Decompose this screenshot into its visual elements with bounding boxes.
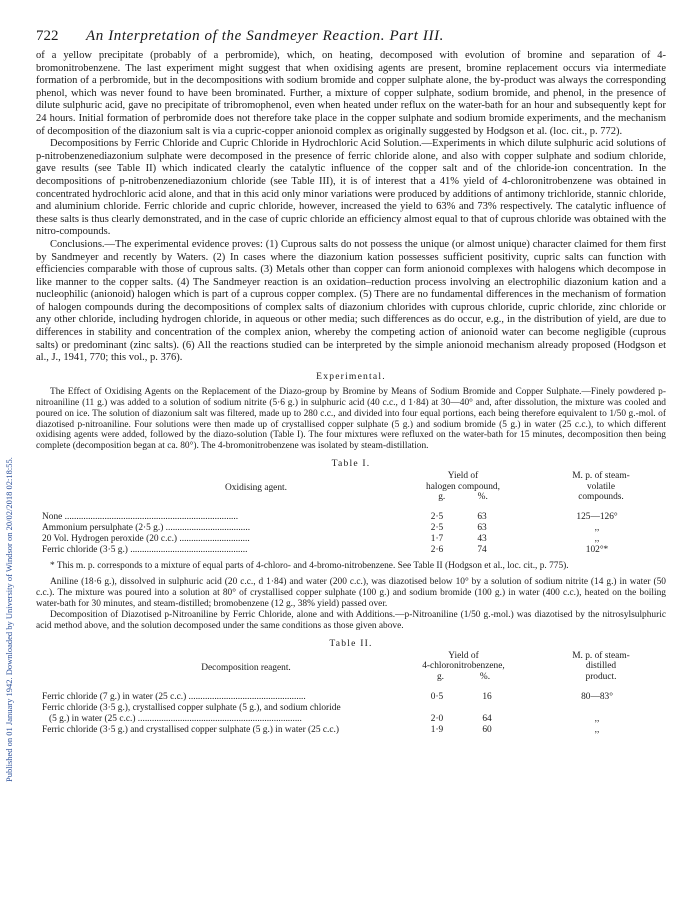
table-cell-reagent: Ferric chloride (3·5 g.), crystallised copper sulphate (5 g.), and sodium chloride [42, 702, 341, 713]
table-1-col-mp [546, 471, 656, 503]
unit-percent: %. [477, 492, 488, 503]
table-row [42, 512, 662, 523]
table-cell-g: 1·7 [430, 534, 444, 545]
table-2-col-reagent: Decomposition reagent. [201, 662, 291, 673]
body-paragraph-3: Conclusions.—The experimental evidence proves: (1) Cuprous salts do not possess the unique (or almost unique) character claimed for them first by Sandmeyer and recently by Waters. (2) In cases where the diazonium kation possesses sufficient positivity, cupric salts can function with efficiencies comparable with those of cuprous salts. (3) Metals other than copper can form anionoid complexes with halogens which decompose in like manner to the copper salts. (4) The Sandmeyer reaction is an oxidation–reduction process involving an electrophilic diazonium kation and a nucleophilic (anionoid) halogen which is part of a cuprous copper complex. (5) There are no fundamental differences in the mechanism of formation of halogen compounds during the decompositions of complex salts of diazonium chlorides with cuprous chloride, cupric chloride, zinc chloride or any other chloride, including hydrogen chloride, in aqueous or other media; such differences as do occur, e.g., in the distribution of yield, are due to differences in stability and concentration of the complex anion, whereby the competing action of anionoid water can become negligible (cuprous salts) or predominant (zinc salts). (6) All the reactions studied can be interpreted by the simple anionoid mechanism already proposed (Hodgson et al., J., 1941, 770; this vol., p. 376). [36, 238, 666, 364]
table-1-col-yield-units [408, 492, 518, 503]
section-heading-experimental: Experimental. [316, 370, 386, 382]
table-2-col-yield-units [401, 672, 526, 683]
table-1-col-mp-line: M. p. of steam- [572, 471, 630, 482]
table-row [42, 534, 662, 545]
table-1-footnote: * This m. p. corresponds to a mixture of equal parts of 4-chloro- and 4-bromo-nitrobenzene. See Table II (Hodgson et al., loc. cit., p. 775). [50, 561, 569, 572]
table-2-col-mp-line: M. p. of steam- [572, 650, 630, 661]
table-1-caption: Table I. [331, 458, 371, 470]
table-row [42, 714, 662, 725]
table-2-col-mp-line: product. [585, 671, 617, 682]
table-cell-mp: ,, [594, 523, 600, 534]
table-row [42, 692, 662, 703]
table-cell-pct: 64 [482, 713, 492, 724]
table-cell-reagent: (5 g.) in water (25 c.c.) ...................................................................... [42, 713, 302, 724]
running-title: An Interpretation of the Sandmeyer Reaction. Part III. [86, 28, 445, 44]
table-1-col-agent: Oxidising agent. [225, 483, 287, 494]
table-row [42, 725, 662, 736]
table-cell-reagent: Ferric chloride (7 g.) in water (25 c.c.) .................................................. [42, 691, 306, 702]
table-1 [36, 471, 666, 559]
table-cell-g: 2·5 [430, 523, 444, 534]
table-cell-reagent: Ferric chloride (3·5 g.) .................................................. [42, 545, 248, 556]
table-cell-pct: 43 [477, 534, 487, 545]
table-cell-g: 2·5 [430, 512, 444, 523]
page-number: 722 [36, 28, 59, 44]
table-cell-mp: ,, [594, 713, 600, 724]
body-paragraph-1: of a yellow precipitate (probably of a perbromide), which, on heating, decomposed with evolution of bromine and separation of 4-bromonitrobenzene. The last experiment might suggest that when oxidising agents are present, bromine replacement occurs via intermediate formation of a perbromide, but in the decompositions with sodium bromide and copper sulphate alone, the by-product was always the corresponding phenol, which was never found to have been brominated. Further, a mixture of copper sulphate, sodium bromide, and phenol, in the presence of dilute sulphuric acid, gave no precipitate of tribromophenol, even when heated under reflux on the water-bath for an hour and subsequently kept for 24 hours. Initial formation of perbromide does not therefore take place in the copper sulphate and sodium bromide experiments, and the mechanism of decomposition of the diazonium salt is via a cupric-copper anionoid complex as originally suggested by Hodgson et al. (loc. cit., p. 772). [36, 50, 666, 137]
table-2-col-yield-line: 4-chloronitrobenzene, [422, 661, 505, 672]
table-cell-pct: 16 [482, 691, 492, 702]
body-paragraph-2: Decompositions by Ferric Chloride and Cupric Chloride in Hydrochloric Acid Solution.—Experiments in which dilute sulphuric acid solutions of p-nitrobenzenediazonium sulphate were decomposed in the presence of ferric chloride alone, and also with copper sulphate and sodium chloride, gave results (see Table II) which indicated clearly the catalytic influence of the copper salt and of the chloride-ion concentration. In the decompositions of p-nitrobenzenediazonium chloride (see Table III), it is of interest that a 41% yield of 4-chloronitrobenzene was obtained in concentrated hydrochloric acid alone, and that in this acid only minor variations were produced by additions of antimony trichloride, stannic chloride, and aluminium chloride. Ferric chloride and cupric chloride, however, increased the yield to 63% and 73% respectively. The catalytic influence of these salts is thus clearly demonstrated, and in the case of cupric chloride an efficiency almost equal to that of cuprous chloride was obtained with the nitro-compounds. [36, 138, 666, 238]
table-row [42, 703, 662, 714]
table-cell-mp: 125—126° [576, 512, 618, 523]
table-2-col-mp [546, 651, 656, 683]
table-cell-g: 0·5 [430, 691, 444, 702]
table-row [42, 545, 662, 556]
experimental-paragraph-3: Decomposition of Diazotised p-Nitroaniline by Ferric Chloride, alone and with Additions.—p-Nitroaniline (1/50 g.-mol.) was diazotised by the nitrosylsulphuric acid method above, and the solution decomposed under the same conditions as those given above. [36, 609, 666, 631]
table-2-col-mp-line: distilled [585, 661, 617, 672]
unit-grams: g. [438, 492, 446, 503]
table-row [42, 523, 662, 534]
table-cell-mp: 80—83° [581, 691, 613, 702]
table-cell-g: 2·6 [430, 545, 444, 556]
table-cell-pct: 63 [477, 512, 487, 523]
table-cell-mp: ,, [594, 724, 600, 735]
table-cell-mp: ,, [594, 534, 600, 545]
table-cell-mp: 102°* [585, 545, 609, 556]
table-cell-reagent: Ferric chloride (3·5 g.) and crystallised copper sulphate (5 g.) in water (25 c.c.) [42, 724, 340, 735]
experimental-paragraph-2: Aniline (18·6 g.), dissolved in sulphuric acid (20 c.c., d 1·84) and water (200 c.c.), was diazotised below 10° by a solution of sodium nitrite (14 g.) in water (50 c.c.). The mixture was poured into a solution at 80° of crystallised copper sulphate (100 g.) and sodium bromide (100 g.) in water (400 c.c.), heated on the boiling water-bath for 30 minutes, and steam-distilled; bromobenzene (12 g., 38% yield) passed over. [36, 577, 666, 609]
table-1-col-yield-line: Yield of [447, 471, 479, 482]
download-watermark [2, 150, 18, 790]
table-1-col-yield [408, 471, 518, 503]
unit-grams: g. [436, 671, 444, 682]
table-cell-reagent: Ammonium persulphate (2·5 g.) .................................... [42, 523, 251, 534]
table-1-col-mp-line: volatile [586, 481, 616, 492]
table-cell-pct: 63 [477, 523, 487, 534]
experimental-paragraph-1: The Effect of Oxidising Agents on the Replacement of the Diazo-group by Bromine by Means of Sodium Bromide and Copper Sulphate.—Finely powdered p-nitroaniline (11 g.) was added to a solution of sodium nitrite (5·6 g.) in sulphuric acid (40 c.c., d 1·84) at 30—40° and, after dissolution, the mixture was cooled and poured on ice. The solution of diazonium salt was filtered, made up to 280 c.c., and divided into four equal portions, each being therefore equivalent to 1/50 g.-mol. of diazotised p-nitroaniline. Four solutions were then made up of crystallised copper sulphate (5 g.) and sodium bromide (5 g.) in water (25 c.c.), to which different oxidising agents were added, followed by the diazo-solution (Table I). The four mixtures were refluxed on the water-bath for 15 minutes, decomposition then being complete (decomposition began at ca. 80°). The 4-bromonitrobenzene was isolated by steam-distillation. [36, 386, 666, 452]
table-cell-g: 2·0 [430, 713, 444, 724]
table-2 [36, 651, 666, 739]
table-cell-g: 1·9 [430, 724, 444, 735]
table-1-col-yield-line: halogen compound, [426, 481, 500, 492]
unit-percent: %. [479, 671, 491, 682]
table-cell-pct: 60 [482, 724, 492, 735]
table-2-caption: Table II. [329, 637, 373, 649]
table-2-col-yield-line: Yield of [448, 650, 479, 661]
table-cell-reagent: None .......................................................................... [42, 512, 239, 523]
table-1-col-mp-line: compounds. [578, 492, 624, 503]
download-watermark-text: Published on 01 January 1942. Downloaded by University of Windsor on 20/02/2018 02:18:55. [4, 457, 14, 782]
table-2-col-yield [401, 651, 526, 683]
table-cell-pct: 74 [477, 545, 487, 556]
journal-page [36, 0, 666, 739]
table-cell-reagent: 20 Vol. Hydrogen peroxide (20 c.c.) .............................. [42, 534, 250, 545]
page-header [36, 28, 666, 50]
